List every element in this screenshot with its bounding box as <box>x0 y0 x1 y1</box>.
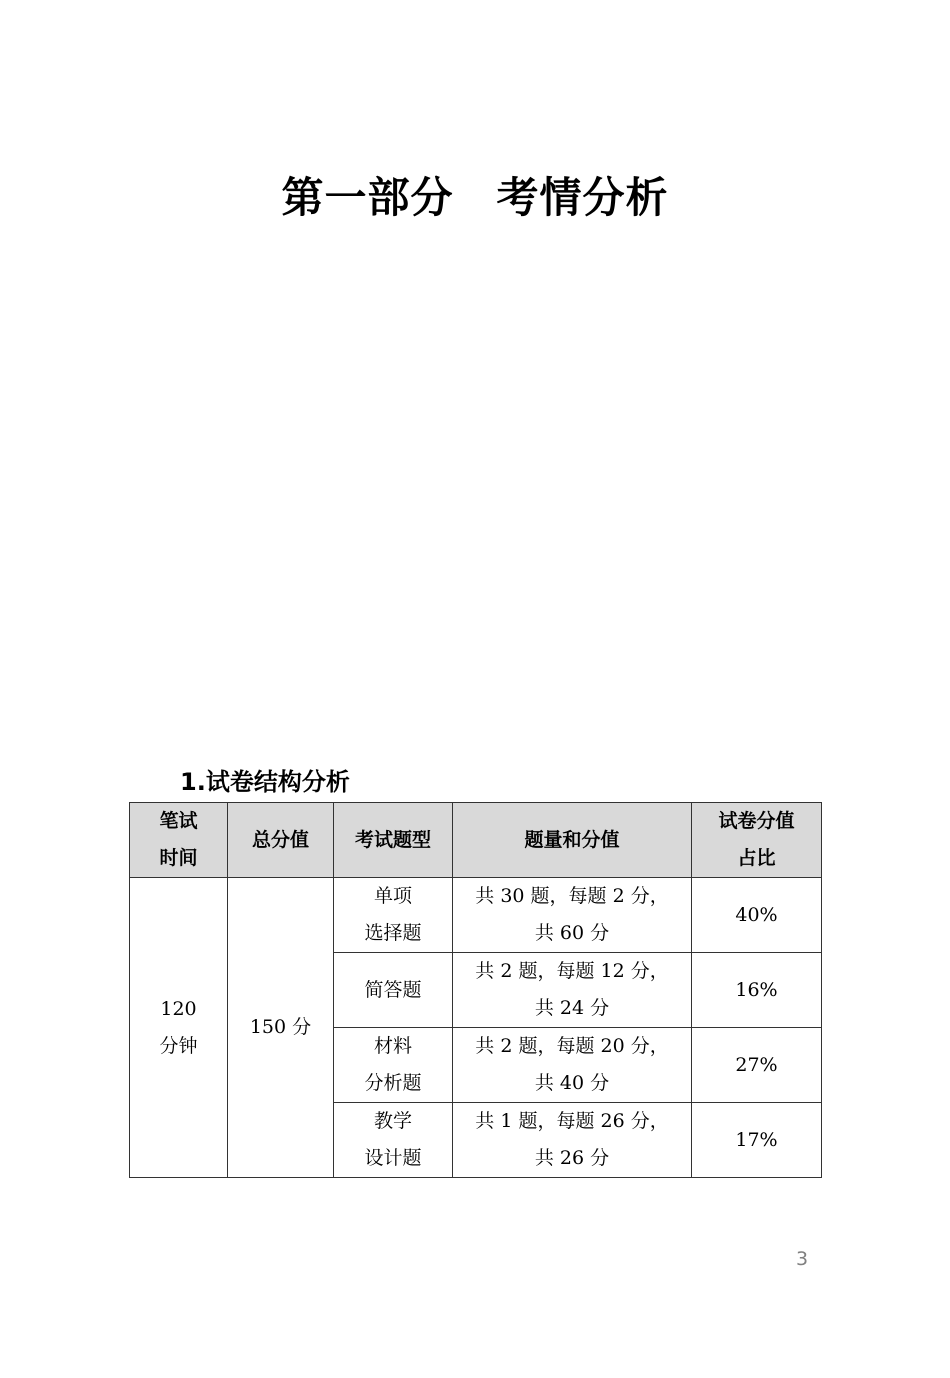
header-total-score <box>228 803 334 878</box>
quantity-cell <box>453 878 692 953</box>
header-line: 总分值 <box>251 828 309 851</box>
cell-line: 教学 <box>373 1110 412 1132</box>
cell-line: 材料 <box>373 1035 412 1057</box>
header-line: 题量和分值 <box>524 828 620 851</box>
exam-time-cell <box>130 878 228 1178</box>
cell-line: 设计题 <box>364 1147 422 1169</box>
cell-line: 共 2 题，每题 20 分， <box>475 1035 669 1057</box>
exam-structure-table <box>129 802 822 1178</box>
header-line: 考试题型 <box>354 828 431 851</box>
quantity-cell <box>453 953 692 1028</box>
cell-line: 共 26 分 <box>534 1147 610 1169</box>
header-quantity-score <box>453 803 692 878</box>
ratio-cell: 16% <box>692 953 822 1028</box>
question-type-cell <box>334 1103 453 1178</box>
question-type-cell <box>334 878 453 953</box>
table-header-row <box>130 803 822 878</box>
cell-line: 共 30 题，每题 2 分， <box>475 885 669 907</box>
header-line: 试卷分值 <box>718 810 795 832</box>
total-score-cell: 150 分 <box>228 878 334 1178</box>
cell-line: 选择题 <box>364 922 422 944</box>
cell-line: 共 60 分 <box>534 922 610 944</box>
cell-line: 共 40 分 <box>534 1072 610 1094</box>
question-type-cell <box>334 1028 453 1103</box>
cell-line: 分析题 <box>364 1072 422 1094</box>
cell-line: 单项 <box>373 885 412 907</box>
header-question-type <box>334 803 453 878</box>
header-line: 时间 <box>159 847 198 869</box>
section-heading: 1.试卷结构分析 <box>180 768 350 796</box>
ratio-cell: 17% <box>692 1103 822 1178</box>
header-score-ratio <box>692 803 822 878</box>
table-row <box>130 878 822 953</box>
quantity-cell <box>453 1103 692 1178</box>
quantity-cell <box>453 1028 692 1103</box>
header-exam-time <box>130 803 228 878</box>
question-type-cell <box>334 953 453 1028</box>
cell-line: 简答题 <box>364 978 422 1001</box>
page-title: 第一部分 考情分析 <box>281 173 669 222</box>
ratio-cell: 40% <box>692 878 822 953</box>
cell-line: 分钟 <box>159 1034 198 1057</box>
page-number: 3 <box>795 1248 809 1270</box>
cell-line: 120 <box>160 997 197 1020</box>
ratio-cell: 27% <box>692 1028 822 1103</box>
cell-line: 共 1 题，每题 26 分， <box>475 1110 669 1132</box>
cell-line: 共 24 分 <box>534 997 610 1019</box>
cell-line: 共 2 题，每题 12 分， <box>475 960 669 982</box>
header-line: 笔试 <box>159 810 198 832</box>
header-line: 占比 <box>737 847 776 869</box>
